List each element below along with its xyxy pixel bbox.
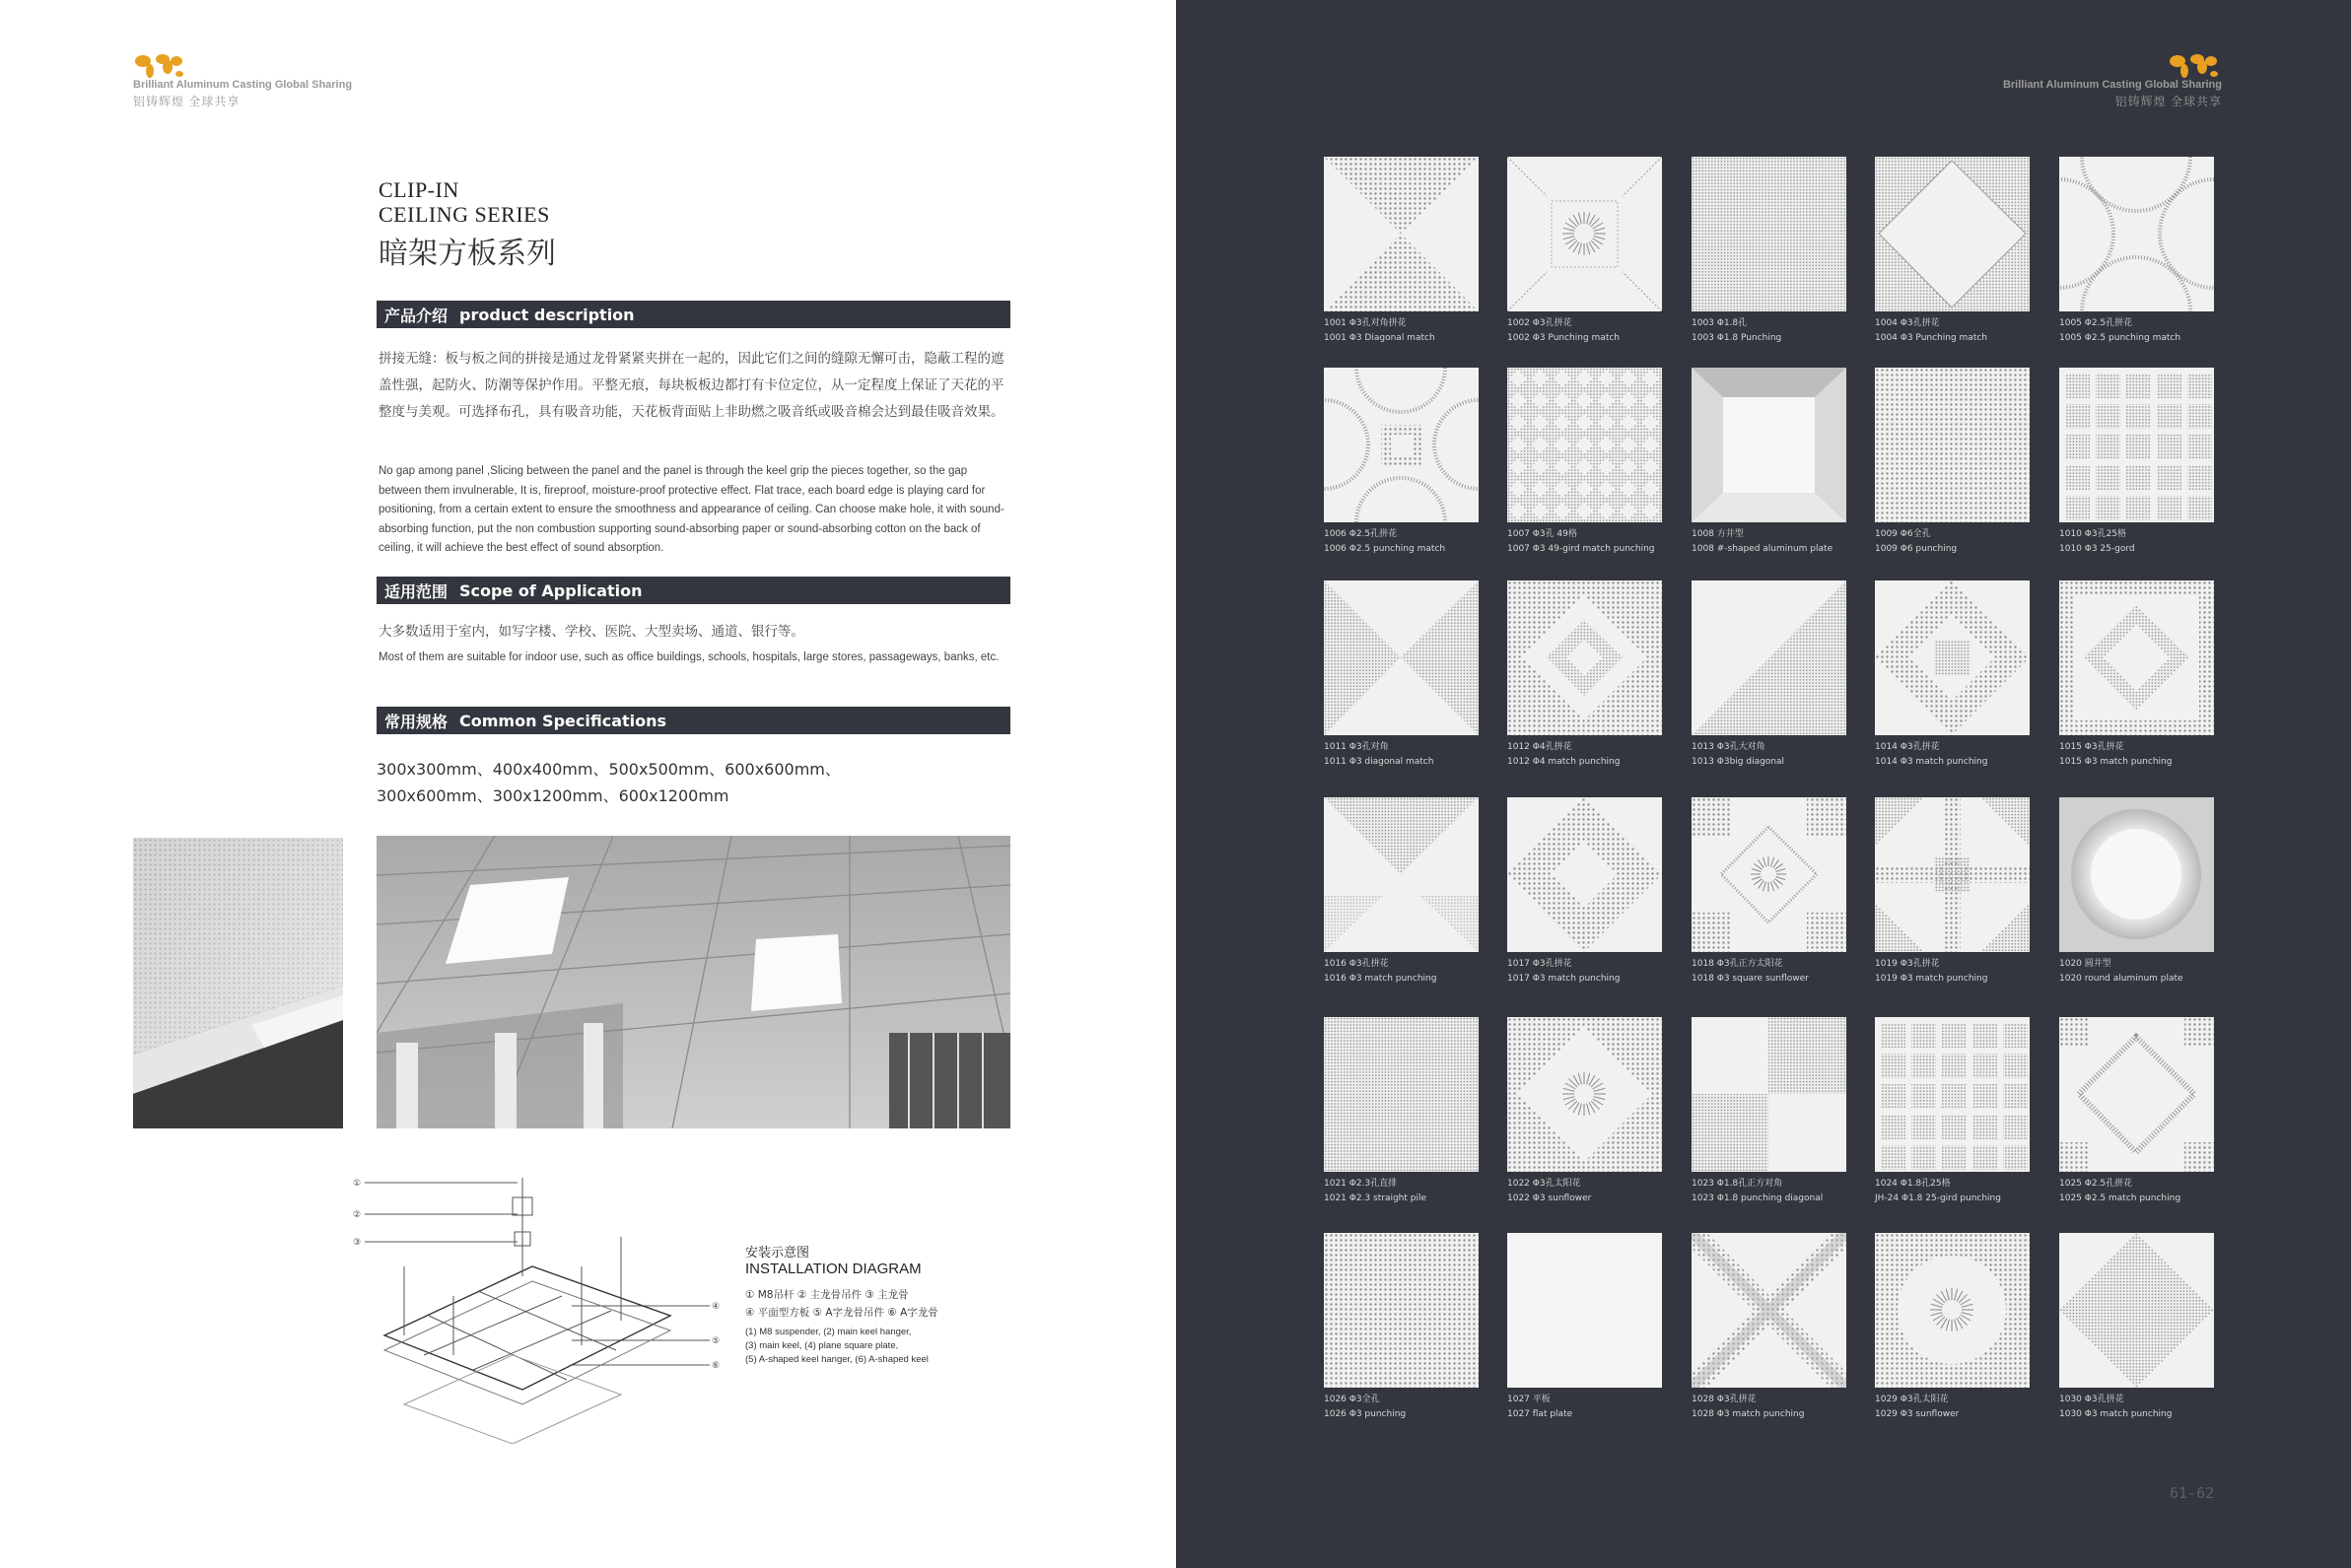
- product-name-cn: Φ3孔对角拼花: [1348, 318, 1407, 328]
- product-tile-1030: [2059, 1233, 2214, 1388]
- product-code-alt: 1017: [1507, 974, 1533, 984]
- product-code-alt: 1012: [1507, 757, 1533, 767]
- product-code: 1029: [1875, 1395, 1901, 1404]
- marker-2: ②: [353, 1210, 362, 1220]
- right-page: [1176, 0, 2351, 1568]
- product-name-en: Φ3 match punching: [2084, 757, 2173, 767]
- product-tile-1016: [1324, 797, 1479, 952]
- description-cn: 拼接无缝：板与板之间的拼接是通过龙骨紧紧夹拼在一起的，因此它们之间的缝隙无懈可击，隐蔽工程的遮盖性强，起防火、防潮等保护作用。平整无痕，每块板板边都打有卡位定位，从一定程度上保证了天花的平整度与美观。可选择布孔，具有吸音功能，天花板背面贴上非助燃之吸音纸或吸音棉会达到最佳吸音效果。: [379, 351, 1004, 420]
- page-number: 61-62: [2170, 1484, 2215, 1502]
- product-code-alt: 1015: [2059, 757, 2085, 767]
- product-code-alt: 1002: [1507, 333, 1533, 343]
- caption-line-en: [1324, 755, 1501, 770]
- product-name-cn: 圆井型: [2084, 959, 2111, 969]
- product-code: 1013: [1692, 742, 1717, 752]
- series-title-cn: 暗架方板系列: [379, 237, 556, 271]
- product-caption: [1692, 1177, 1869, 1206]
- product-name-en: Φ3 sunflower: [1532, 1193, 1592, 1203]
- product-code: 1017: [1507, 959, 1533, 969]
- product-tile-1025: [2059, 1017, 2214, 1172]
- caption-line-cn: [2059, 957, 2237, 972]
- product-name-cn: Φ3孔拼花: [2084, 1395, 2124, 1404]
- caption-line-cn: [1692, 740, 1869, 755]
- product-code-alt: 1018: [1692, 974, 1717, 984]
- product-caption: [1324, 1177, 1501, 1206]
- product-name-en: round aluminum plate: [2084, 974, 2183, 984]
- marker-1: ①: [353, 1179, 362, 1189]
- product-code: 1024: [1875, 1179, 1901, 1189]
- caption-line-en: [2059, 542, 2237, 557]
- caption-line-en: [1324, 542, 1501, 557]
- caption-line-en: [2059, 1192, 2237, 1206]
- product-caption: [1324, 740, 1501, 770]
- caption-line-cn: [1875, 957, 2052, 972]
- product-caption: [1507, 957, 1685, 987]
- product-code: 1002: [1507, 318, 1533, 328]
- globe-logo-icon: [2168, 49, 2219, 81]
- product-code: 1030: [2059, 1395, 2085, 1404]
- product-name-en: Φ3 diagonal match: [1348, 757, 1434, 767]
- brand-right: [2003, 79, 2222, 109]
- globe-logo-icon: [133, 49, 184, 81]
- product-caption: [1692, 1393, 1869, 1422]
- product-code-alt: 1027: [1507, 1409, 1533, 1419]
- specs-list: [377, 756, 1017, 809]
- product-caption: [1507, 527, 1685, 557]
- product-caption: [1324, 527, 1501, 557]
- product-name-cn: Φ3孔太阳花: [1900, 1395, 1949, 1404]
- product-code-alt: 1023: [1692, 1193, 1717, 1203]
- caption-line-cn: [1507, 527, 1685, 542]
- caption-line-en: [1507, 1407, 1685, 1422]
- caption-line-en: [1324, 1192, 1501, 1206]
- product-name-en: Φ2.5 punching match: [1348, 544, 1446, 554]
- marker-3: ③: [353, 1238, 362, 1248]
- installation-diagram: [345, 1158, 729, 1444]
- installation-title-en: INSTALLATION DIAGRAM: [745, 1261, 922, 1277]
- product-code: 1009: [1875, 529, 1901, 539]
- product-name-cn: Φ3孔拼花: [1900, 959, 1940, 969]
- product-name-en: Φ3 49-gird match punching: [1532, 544, 1655, 554]
- product-tile-1019: [1875, 797, 2030, 952]
- product-tile-1026: [1324, 1233, 1479, 1388]
- product-tile-1024: [1875, 1017, 2030, 1172]
- caption-line-en: [1507, 972, 1685, 987]
- product-tile-1013: [1692, 580, 1846, 735]
- product-code-alt: 1006: [1324, 544, 1349, 554]
- caption-line-cn: [1875, 1393, 2052, 1407]
- caption-line-en: [1692, 972, 1869, 987]
- product-tile-1004: [1875, 157, 2030, 311]
- product-name-en: Φ3 square sunflower: [1716, 974, 1809, 984]
- product-caption: [1875, 1393, 2052, 1422]
- heading-cn: 产品介绍: [384, 306, 449, 325]
- product-caption: [1875, 740, 2052, 770]
- note-line-3: (5) A-shaped keel hanger, (6) A-shaped keel: [745, 1354, 929, 1365]
- caption-line-en: [1875, 331, 2052, 346]
- heading-en: Scope of Application: [459, 580, 643, 600]
- product-code-alt: 1011: [1324, 757, 1349, 767]
- product-name-en: flat plate: [1532, 1409, 1573, 1419]
- product-caption: [1692, 527, 1869, 557]
- product-code-alt: 1030: [2059, 1409, 2085, 1419]
- brand-tagline-en: Brilliant Aluminum Casting Global Sharing: [133, 79, 353, 91]
- product-name-cn: Φ3孔25格: [2084, 529, 2127, 539]
- caption-line-en: [2059, 1407, 2237, 1422]
- product-caption: [2059, 527, 2237, 557]
- product-caption: [1324, 316, 1501, 346]
- caption-line-cn: [1507, 1177, 1685, 1192]
- product-caption: [1875, 1177, 2052, 1206]
- product-caption: [1875, 527, 2052, 557]
- product-name-cn: Φ3全孔: [1348, 1395, 1380, 1404]
- caption-line-en: [1324, 972, 1501, 987]
- product-caption: [1324, 957, 1501, 987]
- installation-legend-1: ① M8吊杆 ② 主龙骨吊件 ③ 主龙骨: [745, 1289, 909, 1301]
- installation-notes: [745, 1326, 1002, 1367]
- product-caption: [1875, 957, 2052, 987]
- section-bar-specs: [377, 707, 1010, 734]
- caption-line-en: [1875, 1407, 2052, 1422]
- product-tile-1014: [1875, 580, 2030, 735]
- caption-line-en: [1875, 1192, 2052, 1206]
- product-code-alt: 1020: [2059, 974, 2085, 984]
- product-tile-1018: [1692, 797, 1846, 952]
- caption-line-cn: [1875, 740, 2052, 755]
- installation-title-cn: 安装示意图: [745, 1246, 810, 1261]
- product-code-alt: 1003: [1692, 333, 1717, 343]
- brand-tagline-cn: 铝铸辉煌 全球共享: [133, 95, 241, 108]
- series-title-en: [379, 177, 550, 227]
- product-tile-1029: [1875, 1233, 2030, 1388]
- caption-line-en: [2059, 331, 2237, 346]
- brand-tagline-en: Brilliant Aluminum Casting Global Sharing: [2002, 79, 2222, 91]
- product-name-en: Φ3 match punching: [1900, 757, 1988, 767]
- product-caption: [2059, 957, 2237, 987]
- product-tile-1006: [1324, 368, 1479, 522]
- caption-line-en: [2059, 755, 2237, 770]
- product-name-cn: Φ2.5孔拼花: [2084, 1179, 2133, 1189]
- product-code-alt: 1016: [1324, 974, 1349, 984]
- product-tile-1022: [1507, 1017, 1662, 1172]
- product-tile-1028: [1692, 1233, 1846, 1388]
- product-caption: [2059, 1177, 2237, 1206]
- description-en: No gap among panel ,Slicing between the panel and the panel is through the keel grip the pieces together, so the gap between them invulnerable, It is, fireproof, moisture-proof protective effect. Flat trace, each board edge is playing card for positioning, from a certain extent to ensure the smoothness and appearance of ceiling. Can choose make hole, it with sound-absorbing function, put the non combustion supporting sound-absorbing paper or sound-absorbing cotton on the back of ceiling, it will achieve the best effect of sound absorption.: [379, 465, 1004, 554]
- product-code-alt: 1026: [1324, 1409, 1349, 1419]
- product-name-cn: Φ2.5孔拼花: [2084, 318, 2133, 328]
- product-code: 1003: [1692, 318, 1717, 328]
- caption-line-en: [1875, 542, 2052, 557]
- installation-legend-2: ④ 平面型方板 ⑤ A字龙骨吊件 ⑥ A字龙骨: [745, 1307, 938, 1319]
- product-code: 1026: [1324, 1395, 1349, 1404]
- product-name-en: Φ2.5 punching match: [2084, 333, 2181, 343]
- product-name-en: Φ6 punching: [1900, 544, 1958, 554]
- product-tile-1012: [1507, 580, 1662, 735]
- product-tile-1015: [2059, 580, 2214, 735]
- caption-line-cn: [1507, 957, 1685, 972]
- caption-line-cn: [1324, 1177, 1501, 1192]
- caption-line-cn: [1324, 527, 1501, 542]
- product-code-alt: 1014: [1875, 757, 1901, 767]
- product-name-cn: 平板: [1532, 1395, 1551, 1404]
- product-code: 1007: [1507, 529, 1533, 539]
- product-name-cn: Φ3孔 49格: [1532, 529, 1577, 539]
- product-name-en: Φ4 match punching: [1532, 757, 1621, 767]
- product-name-cn: Φ1.8孔25格: [1900, 1179, 1951, 1189]
- product-code-alt: 1004: [1875, 333, 1901, 343]
- caption-line-en: [1692, 1192, 1869, 1206]
- product-name-cn: 方井型: [1716, 529, 1744, 539]
- product-tile-1020: [2059, 797, 2214, 952]
- caption-line-en: [1507, 331, 1685, 346]
- product-caption: [1875, 316, 2052, 346]
- product-code: 1016: [1324, 959, 1349, 969]
- caption-line-cn: [1507, 316, 1685, 331]
- product-code-alt: JH-24: [1875, 1193, 1902, 1203]
- product-code-alt: 1005: [2059, 333, 2085, 343]
- product-name-cn: Φ3孔拼花: [2084, 742, 2124, 752]
- product-name-en: Φ3 match punching: [2084, 1409, 2173, 1419]
- section-bar-description: [377, 301, 1010, 328]
- product-name-cn: Φ4孔拼花: [1532, 742, 1572, 752]
- product-code: 1015: [2059, 742, 2085, 752]
- product-code: 1008: [1692, 529, 1717, 539]
- product-tile-1007: [1507, 368, 1662, 522]
- product-tile-1008: [1692, 368, 1846, 522]
- product-code: 1005: [2059, 318, 2085, 328]
- product-caption: [1692, 957, 1869, 987]
- product-code: 1014: [1875, 742, 1901, 752]
- product-tile-1010: [2059, 368, 2214, 522]
- product-name-en: Φ1.8 punching diagonal: [1716, 1193, 1824, 1203]
- product-code: 1004: [1875, 318, 1901, 328]
- product-name-en: Φ3big diagonal: [1716, 757, 1785, 767]
- ceiling-installation-photo: [377, 836, 1010, 1128]
- product-code-alt: 1029: [1875, 1409, 1901, 1419]
- product-code: 1010: [2059, 529, 2085, 539]
- title-line-2: CEILING SERIES: [379, 202, 550, 227]
- product-tile-1005: [2059, 157, 2214, 311]
- product-name-en: Φ3 match punching: [1716, 1409, 1805, 1419]
- specs-line-2: 300x600mm、300x1200mm、600x1200mm: [377, 786, 729, 805]
- heading-en: product description: [459, 305, 635, 324]
- product-name-en: Φ3 sunflower: [1900, 1409, 1960, 1419]
- product-name-cn: Φ3孔拼花: [1900, 318, 1940, 328]
- caption-line-cn: [1875, 316, 2052, 331]
- caption-line-cn: [1324, 316, 1501, 331]
- product-caption: [2059, 1393, 2237, 1422]
- product-name-en: Φ1.8 Punching: [1716, 333, 1782, 343]
- product-name-en: Φ3 match punching: [1900, 974, 1988, 984]
- product-code: 1006: [1324, 529, 1349, 539]
- caption-line-cn: [1875, 527, 2052, 542]
- caption-line-cn: [1692, 316, 1869, 331]
- product-name-cn: Φ1.8孔正方对角: [1716, 1179, 1783, 1189]
- caption-line-en: [1692, 542, 1869, 557]
- note-line-1: (1) M8 suspender, (2) main keel hanger,: [745, 1327, 912, 1337]
- product-code-alt: 1025: [2059, 1193, 2085, 1203]
- product-name-en: Φ2.3 straight pile: [1348, 1193, 1427, 1203]
- section-bar-scope: [377, 577, 1010, 604]
- caption-line-cn: [1875, 1177, 2052, 1192]
- caption-line-cn: [1324, 957, 1501, 972]
- product-caption: [1507, 1393, 1685, 1422]
- product-code: 1028: [1692, 1395, 1717, 1404]
- product-name-en: #-shaped aluminum plate: [1716, 544, 1833, 554]
- product-name-cn: Φ3孔对角: [1348, 742, 1389, 752]
- product-name-cn: Φ2.5孔拼花: [1348, 529, 1398, 539]
- caption-line-cn: [1507, 1393, 1685, 1407]
- product-code: 1018: [1692, 959, 1717, 969]
- product-tile-1002: [1507, 157, 1662, 311]
- note-line-2: (3) main keel, (4) plane square plate,: [745, 1340, 899, 1351]
- brand-left: [133, 79, 352, 109]
- caption-line-cn: [2059, 527, 2237, 542]
- product-code-alt: 1013: [1692, 757, 1717, 767]
- brand-tagline-cn: 铝铸辉煌 全球共享: [2114, 95, 2222, 108]
- caption-line-en: [1692, 1407, 1869, 1422]
- marker-4: ④: [712, 1302, 721, 1312]
- caption-line-en: [1692, 331, 1869, 346]
- product-code: 1025: [2059, 1179, 2085, 1189]
- title-line-1: CLIP-IN: [379, 177, 459, 202]
- caption-line-cn: [1507, 740, 1685, 755]
- product-name-en: Φ3 Diagonal match: [1348, 333, 1435, 343]
- caption-line-cn: [1692, 1393, 1869, 1407]
- product-tile-1011: [1324, 580, 1479, 735]
- product-name-cn: Φ3孔拼花: [1348, 959, 1389, 969]
- caption-line-cn: [2059, 1177, 2237, 1192]
- product-name-en: Φ1.8 25-gird punching: [1901, 1193, 2001, 1203]
- product-caption: [1507, 740, 1685, 770]
- product-name-cn: Φ6全孔: [1900, 529, 1931, 539]
- product-name-cn: Φ3孔拼花: [1900, 742, 1940, 752]
- specs-line-1: 300x300mm、400x400mm、500x500mm、600x600mm、: [377, 760, 841, 779]
- product-code-alt: 1022: [1507, 1193, 1533, 1203]
- product-caption: [2059, 316, 2237, 346]
- product-code: 1023: [1692, 1179, 1717, 1189]
- product-caption: [1324, 1393, 1501, 1422]
- scope-en: Most of them are suitable for indoor use, such as office buildings, schools, hospitals, large stores, passageways, banks, etc.: [379, 651, 1000, 663]
- product-caption: [1692, 316, 1869, 346]
- product-name-en: Φ3 25-gord: [2084, 544, 2135, 554]
- product-code: 1027: [1507, 1395, 1533, 1404]
- caption-line-cn: [2059, 740, 2237, 755]
- product-caption: [1507, 316, 1685, 346]
- product-name-en: Φ3 Punching match: [1532, 333, 1621, 343]
- product-tile-1021: [1324, 1017, 1479, 1172]
- product-caption: [1692, 740, 1869, 770]
- product-caption: [1507, 1177, 1685, 1206]
- heading-en: Common Specifications: [459, 711, 667, 730]
- caption-line-cn: [1692, 957, 1869, 972]
- caption-line-en: [1507, 542, 1685, 557]
- marker-5: ⑤: [712, 1336, 721, 1346]
- product-name-cn: Φ3孔正方太阳花: [1716, 959, 1783, 969]
- product-code-alt: 1008: [1692, 544, 1717, 554]
- product-tile-1023: [1692, 1017, 1846, 1172]
- product-code-alt: 1021: [1324, 1193, 1349, 1203]
- panel-closeup-photo: [133, 838, 343, 1128]
- product-name-en: Φ3 match punching: [1348, 974, 1437, 984]
- scope-cn: 大多数适用于室内，如写字楼、学校、医院、大型卖场、通道、银行等。: [379, 624, 804, 640]
- product-name-en: Φ2.5 match punching: [2084, 1193, 2181, 1203]
- product-name-en: Φ3 Punching match: [1900, 333, 1988, 343]
- marker-6: ⑥: [712, 1361, 721, 1371]
- caption-line-en: [1324, 1407, 1501, 1422]
- product-name-cn: Φ3孔太阳花: [1532, 1179, 1581, 1189]
- caption-line-en: [1324, 331, 1501, 346]
- product-name-cn: Φ1.8孔: [1716, 318, 1748, 328]
- caption-line-cn: [1692, 527, 1869, 542]
- caption-line-en: [1507, 1192, 1685, 1206]
- product-tile-1017: [1507, 797, 1662, 952]
- product-code-alt: 1001: [1324, 333, 1349, 343]
- product-caption: [2059, 740, 2237, 770]
- product-code-alt: 1009: [1875, 544, 1901, 554]
- product-name-cn: Φ3孔拼花: [1532, 318, 1572, 328]
- product-name-cn: Φ3孔拼花: [1716, 1395, 1757, 1404]
- caption-line-cn: [2059, 316, 2237, 331]
- product-tile-1027: [1507, 1233, 1662, 1388]
- product-name-cn: Φ3孔大对角: [1716, 742, 1765, 752]
- product-name-cn: Φ3孔拼花: [1532, 959, 1572, 969]
- heading-cn: 适用范围: [384, 581, 449, 601]
- product-code: 1021: [1324, 1179, 1349, 1189]
- caption-line-en: [1692, 755, 1869, 770]
- product-tile-1003: [1692, 157, 1846, 311]
- product-code-alt: 1007: [1507, 544, 1533, 554]
- product-tile-1009: [1875, 368, 2030, 522]
- product-code: 1001: [1324, 318, 1349, 328]
- caption-line-cn: [1324, 1393, 1501, 1407]
- product-code: 1022: [1507, 1179, 1533, 1189]
- product-name-en: Φ3 match punching: [1532, 974, 1621, 984]
- caption-line-cn: [2059, 1393, 2237, 1407]
- caption-line-en: [1875, 755, 2052, 770]
- caption-line-cn: [1324, 740, 1501, 755]
- product-name-cn: Φ2.3孔直排: [1348, 1179, 1398, 1189]
- caption-line-en: [1875, 972, 2052, 987]
- heading-cn: 常用规格: [384, 712, 449, 731]
- caption-line-en: [1507, 755, 1685, 770]
- product-code-alt: 1028: [1692, 1409, 1717, 1419]
- product-code-alt: 1010: [2059, 544, 2085, 554]
- product-tile-1001: [1324, 157, 1479, 311]
- product-code: 1019: [1875, 959, 1901, 969]
- product-code-alt: 1019: [1875, 974, 1901, 984]
- product-code: 1011: [1324, 742, 1349, 752]
- product-name-en: Φ3 punching: [1348, 1409, 1407, 1419]
- caption-line-cn: [1692, 1177, 1869, 1192]
- caption-line-en: [2059, 972, 2237, 987]
- product-code: 1012: [1507, 742, 1533, 752]
- product-code: 1020: [2059, 959, 2085, 969]
